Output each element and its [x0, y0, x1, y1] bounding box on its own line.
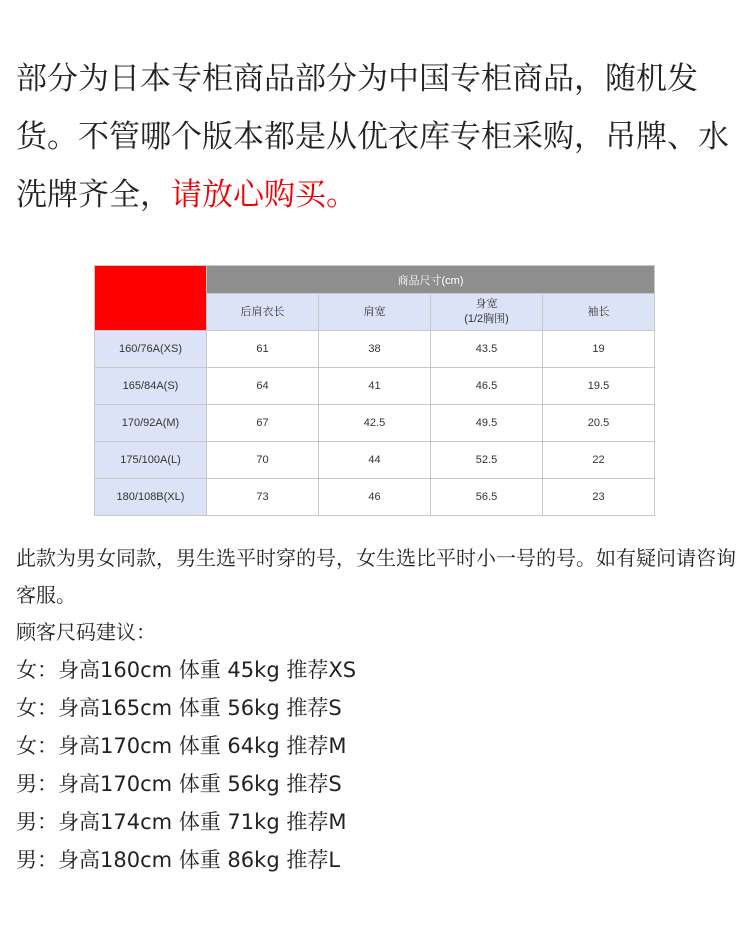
row-size-label: 170/92A(M) — [95, 405, 207, 442]
table-cell: 61 — [207, 331, 319, 368]
table-row — [95, 442, 655, 479]
table-cell: 23 — [543, 479, 655, 516]
table-row — [95, 405, 655, 442]
col-header-shoulder: 肩宽 — [319, 294, 431, 331]
size-table — [94, 265, 655, 516]
list-item: 男：身高180cm 体重 86kg 推荐L — [16, 848, 341, 872]
intro-text: 部分为日本专柜商品部分为中国专柜商品，随机发货。不管哪个版本都是从优衣库专柜采购，吊牌、水洗牌齐全， — [16, 61, 729, 213]
table-group-header: 商品尺寸(cm) — [207, 266, 655, 294]
table-cell: 38 — [319, 331, 431, 368]
table-row — [95, 331, 655, 368]
table-cell: 20.5 — [543, 405, 655, 442]
table-cell: 70 — [207, 442, 319, 479]
col-header-length: 后肩衣长 — [207, 294, 319, 331]
table-cell: 44 — [319, 442, 431, 479]
table-cell: 52.5 — [431, 442, 543, 479]
notes-section — [16, 540, 736, 651]
table-cell: 19 — [543, 331, 655, 368]
advice-title: 顾客尺码建议： — [16, 620, 156, 644]
col-header-sleeve: 袖长 — [543, 294, 655, 331]
list-item: 女：身高165cm 体重 56kg 推荐S — [16, 696, 342, 720]
intro-paragraph — [16, 50, 736, 224]
unisex-note: 此款为男女同款，男生选平时穿的号，女生选比平时小一号的号。如有疑问请咨询客服。 — [16, 546, 736, 607]
table-cell: 46 — [319, 479, 431, 516]
list-item: 男：身高170cm 体重 56kg 推荐S — [16, 772, 342, 796]
list-item: 女：身高170cm 体重 64kg 推荐M — [16, 734, 347, 758]
table-cell: 67 — [207, 405, 319, 442]
table-row — [95, 368, 655, 405]
table-cell: 56.5 — [431, 479, 543, 516]
col-header-chest: 身宽 (1/2胸围) — [431, 294, 543, 331]
table-cell: 64 — [207, 368, 319, 405]
intro-highlight: 请放心购买。 — [171, 177, 357, 213]
table-cell: 19.5 — [543, 368, 655, 405]
row-size-label: 175/100A(L) — [95, 442, 207, 479]
table-cell: 41 — [319, 368, 431, 405]
recommendation-list — [16, 651, 356, 879]
table-cell: 22 — [543, 442, 655, 479]
table-cell: 43.5 — [431, 331, 543, 368]
table-cell: 73 — [207, 479, 319, 516]
row-size-label: 165/84A(S) — [95, 368, 207, 405]
table-cell: 49.5 — [431, 405, 543, 442]
table-cell: 42.5 — [319, 405, 431, 442]
row-size-label: 160/76A(XS) — [95, 331, 207, 368]
table-row — [95, 479, 655, 516]
row-size-label: 180/108B(XL) — [95, 479, 207, 516]
table-corner — [95, 266, 207, 331]
list-item: 女：身高160cm 体重 45kg 推荐XS — [16, 658, 357, 682]
table-cell: 46.5 — [431, 368, 543, 405]
list-item: 男：身高174cm 体重 71kg 推荐M — [16, 810, 347, 834]
